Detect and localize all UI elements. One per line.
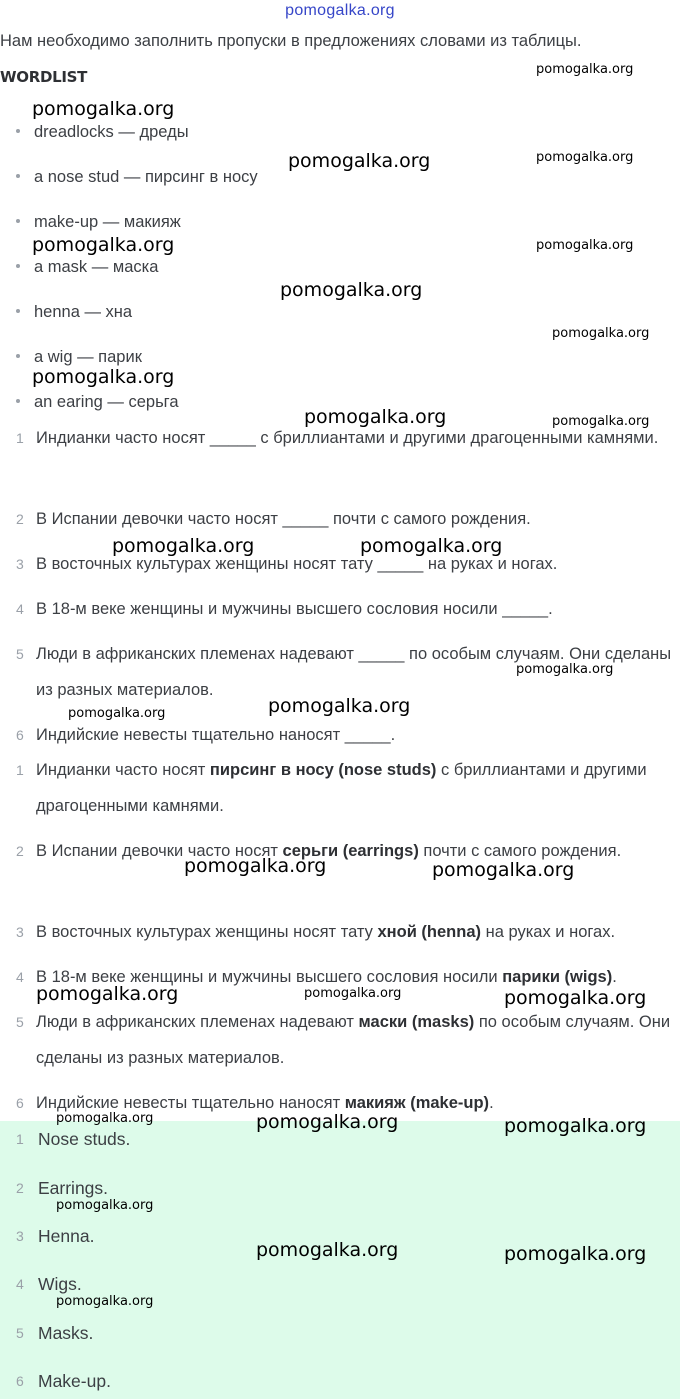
solution-answer: макияж (make-up)	[344, 1094, 490, 1112]
bullet-icon	[16, 399, 20, 403]
watermark: pomogalka.org	[268, 695, 411, 717]
task-number: 2	[16, 511, 24, 527]
answer-item	[16, 1226, 94, 1247]
wordlist-item: dreadlocks — дреды	[16, 123, 189, 142]
wordlist-item: make-up — макияж	[16, 213, 181, 232]
solution-item	[16, 752, 676, 824]
watermark: pomogalka.org	[516, 662, 614, 677]
solution-item	[16, 1004, 676, 1076]
bullet-icon	[16, 309, 20, 313]
task-item	[16, 501, 676, 537]
answer-text: Masks.	[38, 1323, 94, 1343]
watermark: pomogalka.org	[56, 1294, 154, 1309]
solution-answer: серьги (earrings)	[282, 842, 419, 860]
wordlist-item: a mask — маска	[16, 258, 158, 277]
solution-text: Индийские невесты тщательно наносят макияж (make-up).	[36, 1094, 494, 1112]
task-text: В 18-м веке женщины и мужчины высшего сословия носили _____.	[36, 600, 553, 618]
answer-number: 6	[16, 1373, 24, 1389]
wordlist-item: henna — хна	[16, 303, 132, 322]
watermark: pomogalka.org	[32, 234, 175, 256]
solution-answer: пирсинг в носу (nose studs)	[209, 761, 437, 779]
bullet-icon	[16, 264, 20, 268]
task-text: Люди в африканских племенах надевают _____ по особым случаям. Они сделаны из разных материалов.	[36, 645, 672, 699]
solution-number: 2	[16, 843, 24, 859]
task-number: 6	[16, 727, 24, 743]
answer-item	[16, 1129, 130, 1150]
solution-text: Люди в африканских племенах надевают маски (masks) по особым случаям. Они сделаны из разных материалов.	[36, 1013, 671, 1067]
answer-text: Wigs.	[38, 1274, 82, 1294]
bullet-icon	[16, 219, 20, 223]
watermark: pomogalka.org	[288, 150, 431, 172]
task-number: 1	[16, 430, 24, 446]
solution-number: 3	[16, 924, 24, 940]
watermark: pomogalka.org	[56, 1198, 154, 1213]
watermark: pomogalka.org	[552, 326, 650, 341]
solution-number: 4	[16, 969, 24, 985]
task-item	[16, 591, 676, 627]
watermark: pomogalka.org	[536, 238, 634, 253]
intro-text: Нам необходимо заполнить пропуски в предложениях словами из таблицы.	[0, 32, 582, 50]
watermark: pomogalka.org	[360, 535, 503, 557]
answer-item	[16, 1274, 82, 1295]
bullet-icon	[16, 174, 20, 178]
watermark: pomogalka.org	[504, 1115, 647, 1137]
watermark: pomogalka.org	[552, 414, 650, 429]
wordlist-title: WORDLIST	[0, 68, 88, 86]
answer-item	[16, 1323, 93, 1344]
answer-item	[16, 1178, 108, 1199]
task-text: Индийские невесты тщательно наносят _____.	[36, 726, 396, 744]
answer-number: 2	[16, 1180, 24, 1196]
watermark: pomogalka.org	[280, 279, 423, 301]
wordlist-item: an earing — серьга	[16, 393, 179, 412]
answer-number: 4	[16, 1276, 24, 1292]
watermark: pomogalka.org	[304, 406, 447, 428]
site-logo-text: pomogalka.org	[285, 2, 395, 19]
watermark: pomogalka.org	[184, 855, 327, 877]
answer-text: Make-up.	[38, 1371, 111, 1391]
answer-item	[16, 1371, 111, 1392]
solution-answer: хной (henna)	[377, 923, 481, 941]
watermark: pomogalka.org	[536, 62, 634, 77]
solution-number: 1	[16, 762, 24, 778]
solution-text: В восточных культурах женщины носят тату хной (henna) на руках и ногах.	[36, 923, 616, 941]
solution-item	[16, 914, 676, 950]
watermark: pomogalka.org	[68, 706, 166, 721]
watermark: pomogalka.org	[256, 1111, 399, 1133]
watermark: pomogalka.org	[32, 98, 175, 120]
task-number: 4	[16, 601, 24, 617]
watermark: pomogalka.org	[256, 1239, 399, 1261]
watermark: pomogalka.org	[504, 1243, 647, 1265]
watermark: pomogalka.org	[56, 1111, 154, 1126]
task-text: В восточных культурах женщины носят тату _____ на руках и ногах.	[36, 555, 558, 573]
solution-text: В Испании девочки часто носят серьги (earrings) почти с самого рождения.	[36, 842, 622, 860]
task-number: 5	[16, 646, 24, 662]
watermark: pomogalka.org	[504, 987, 647, 1009]
answer-text: Henna.	[38, 1226, 95, 1246]
solution-number: 6	[16, 1095, 24, 1111]
wordlist-item: a wig — парик	[16, 348, 142, 367]
solution-item	[16, 833, 676, 869]
watermark: pomogalka.org	[36, 983, 179, 1005]
bullet-icon	[16, 354, 20, 358]
watermark: pomogalka.org	[32, 366, 175, 388]
solution-text: Индианки часто носят пирсинг в носу (nose studs) с бриллиантами и другими драгоценными камнями.	[36, 761, 647, 815]
task-text: В Испании девочки часто носят _____ почти с самого рождения.	[36, 510, 531, 528]
solution-number: 5	[16, 1014, 24, 1030]
task-item	[16, 717, 676, 753]
solution-text: В 18-м веке женщины и мужчины высшего сословия носили парики (wigs).	[36, 968, 617, 986]
answer-number: 3	[16, 1228, 24, 1244]
watermark: pomogalka.org	[432, 859, 575, 881]
solution-answer: парики (wigs)	[502, 968, 613, 986]
watermark: pomogalka.org	[304, 986, 402, 1001]
bullet-icon	[16, 129, 20, 133]
answer-number: 5	[16, 1325, 24, 1341]
task-text: Индианки часто носят _____ с бриллиантами и другими драгоценными камнями.	[36, 429, 659, 447]
watermark: pomogalka.org	[536, 150, 634, 165]
answer-text: Earrings.	[38, 1178, 109, 1198]
solution-answer: маски (masks)	[358, 1013, 475, 1031]
answer-number: 1	[16, 1131, 24, 1147]
answer-text: Nose studs.	[38, 1129, 131, 1149]
wordlist-item: a nose stud — пирсинг в носу	[16, 168, 258, 187]
watermark: pomogalka.org	[112, 535, 255, 557]
task-number: 3	[16, 556, 24, 572]
